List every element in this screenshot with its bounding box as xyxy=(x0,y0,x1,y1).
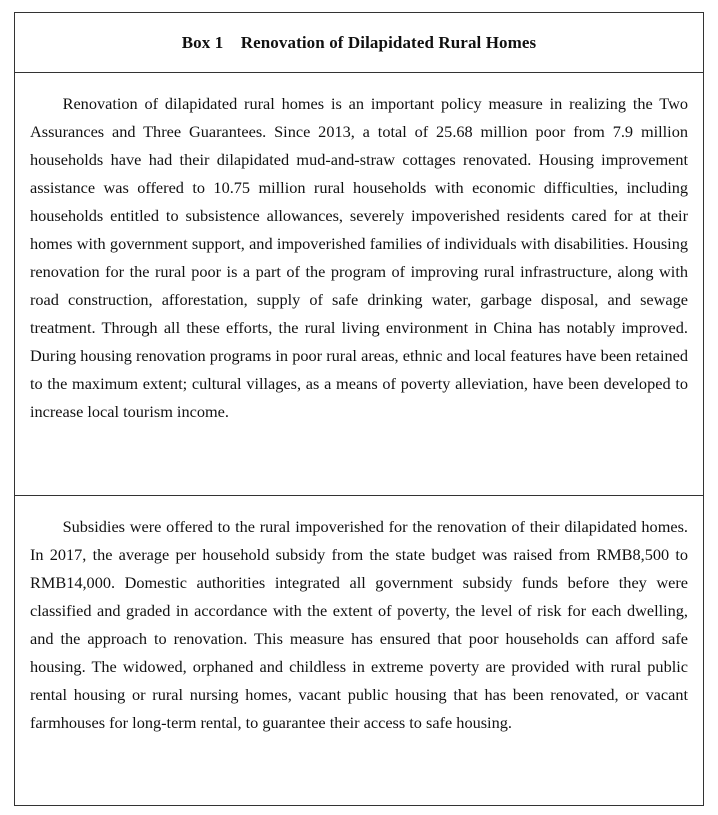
text-box xyxy=(14,12,704,806)
box-header xyxy=(15,13,703,73)
box-section-2 xyxy=(15,496,703,805)
box-title: Box 1 Renovation of Dilapidated Rural Homes xyxy=(181,32,537,52)
paragraph: Renovation of dilapidated rural homes is an important policy measure in realizing the Two Assurances and Three Guarantees. Since 2013, a total of 25.68 million poor from 7.9 million households have had their dilapidated mud-and-straw cottages renovated. Housing improvement assistance was offered to 10.75 million rural households with economic difficulties, including households entitled to subsistence allowances, severely impoverished residents cared for at their homes with government support, and impoverished families of individuals with disabilities. Housing renovation for the rural poor is a part of the program of improving rural infrastructure, along with road construction, afforestation, supply of safe drinking water, garbage disposal, and sewage treatment. Through all these efforts, the rural living environment in China has notably improved. During housing renovation programs in poor rural areas, ethnic and local features have been retained to the maximum extent; cultural villages, as a means of poverty alleviation, have been developed to increase local tourism income. xyxy=(30,94,688,421)
box-section-1 xyxy=(15,73,703,496)
paragraph: Subsidies were offered to the rural impoverished for the renovation of their dilapidated homes. In 2017, the average per household subsidy from the state budget was raised from RMB8,500 to RMB14,000. Domestic authorities integrated all government subsidy funds before they were classified and graded in accordance with the extent of poverty, the level of risk for each dwelling, and the approach to renovation. This measure has ensured that poor households can afford safe housing. The widowed, orphaned and childless in extreme poverty are provided with rural public rental housing or rural nursing homes, vacant public housing that has been renovated, or vacant farmhouses for long-term rental, to guarantee their access to safe housing. xyxy=(30,517,688,732)
